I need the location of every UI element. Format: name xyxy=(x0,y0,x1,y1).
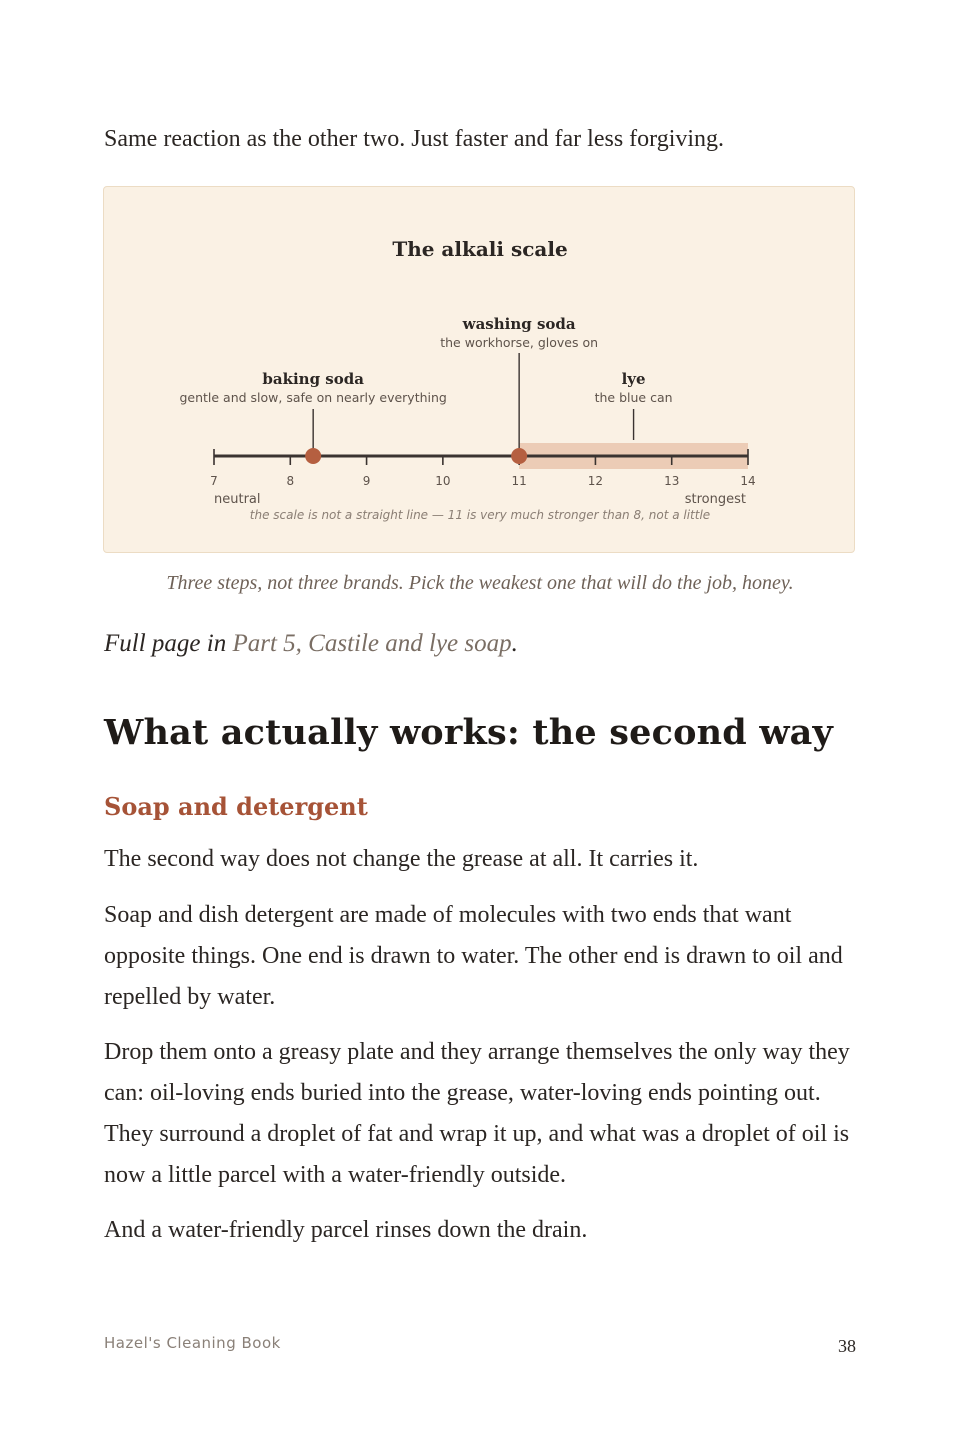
axis-note: the scale is not a straight line — 11 is very much stronger than 8, not a little xyxy=(249,508,711,522)
full-page-suffix: . xyxy=(511,630,518,657)
marker-desc: the workhorse, gloves on xyxy=(440,335,599,350)
intro-paragraph: Same reaction as the other two. Just faster and far less forgiving. xyxy=(104,126,725,152)
tick-label: 12 xyxy=(587,474,604,488)
full-page-reference xyxy=(104,630,518,658)
chart-title: The alkali scale xyxy=(392,237,568,261)
marker-dot xyxy=(305,448,321,464)
markers xyxy=(179,315,672,464)
tick-label: 9 xyxy=(362,474,371,488)
tick-label: 10 xyxy=(435,474,451,488)
alkali-scale-chart xyxy=(104,187,856,554)
page-number: 38 xyxy=(838,1336,856,1356)
part5-link[interactable]: Part 5, Castile and lye soap xyxy=(232,630,512,657)
tick-label: 14 xyxy=(740,474,756,488)
marker-dot xyxy=(511,448,527,464)
tick-label: 11 xyxy=(511,474,527,488)
alkali-scale-figure xyxy=(103,186,855,553)
marker-name: baking soda xyxy=(262,370,364,388)
marker-name: washing soda xyxy=(462,315,576,333)
body-paragraph-3: Drop them onto a greasy plate and they arrange themselves the only way they can: oil-loving ends buried into the grease, water-loving ends pointing out. They surround a droplet of fat and wrap it up, and what was a droplet of oil is now a little parcel with a water-friendly outside. xyxy=(104,1039,850,1188)
axis-right-label: strongest xyxy=(684,492,746,507)
marker-desc: the blue can xyxy=(594,390,673,405)
figure-caption: Three steps, not three brands. Pick the weakest one that will do the job, honey. xyxy=(166,572,794,594)
footer-book-title: Hazel's Cleaning Book xyxy=(104,1334,281,1352)
body-paragraph-1: The second way does not change the grease at all. It carries it. xyxy=(104,846,699,872)
tick-label: 8 xyxy=(286,474,295,488)
section-heading: What actually works: the second way xyxy=(104,712,834,753)
marker-desc: gentle and slow, safe on nearly everything xyxy=(179,390,447,405)
subsection-heading: Soap and detergent xyxy=(104,792,368,821)
tick-label: 7 xyxy=(210,474,218,488)
body-paragraph-4: And a water-friendly parcel rinses down the drain. xyxy=(104,1217,588,1243)
body-paragraph-2: Soap and dish detergent are made of molecules with two ends that want opposite things. One end is drawn to water. The other end is drawn to oil and repelled by water. xyxy=(104,902,843,1010)
marker-name: lye xyxy=(621,370,646,388)
axis-left-label: neutral xyxy=(214,492,261,507)
full-page-prefix: Full page in xyxy=(104,630,233,657)
tick-label: 13 xyxy=(664,474,680,488)
